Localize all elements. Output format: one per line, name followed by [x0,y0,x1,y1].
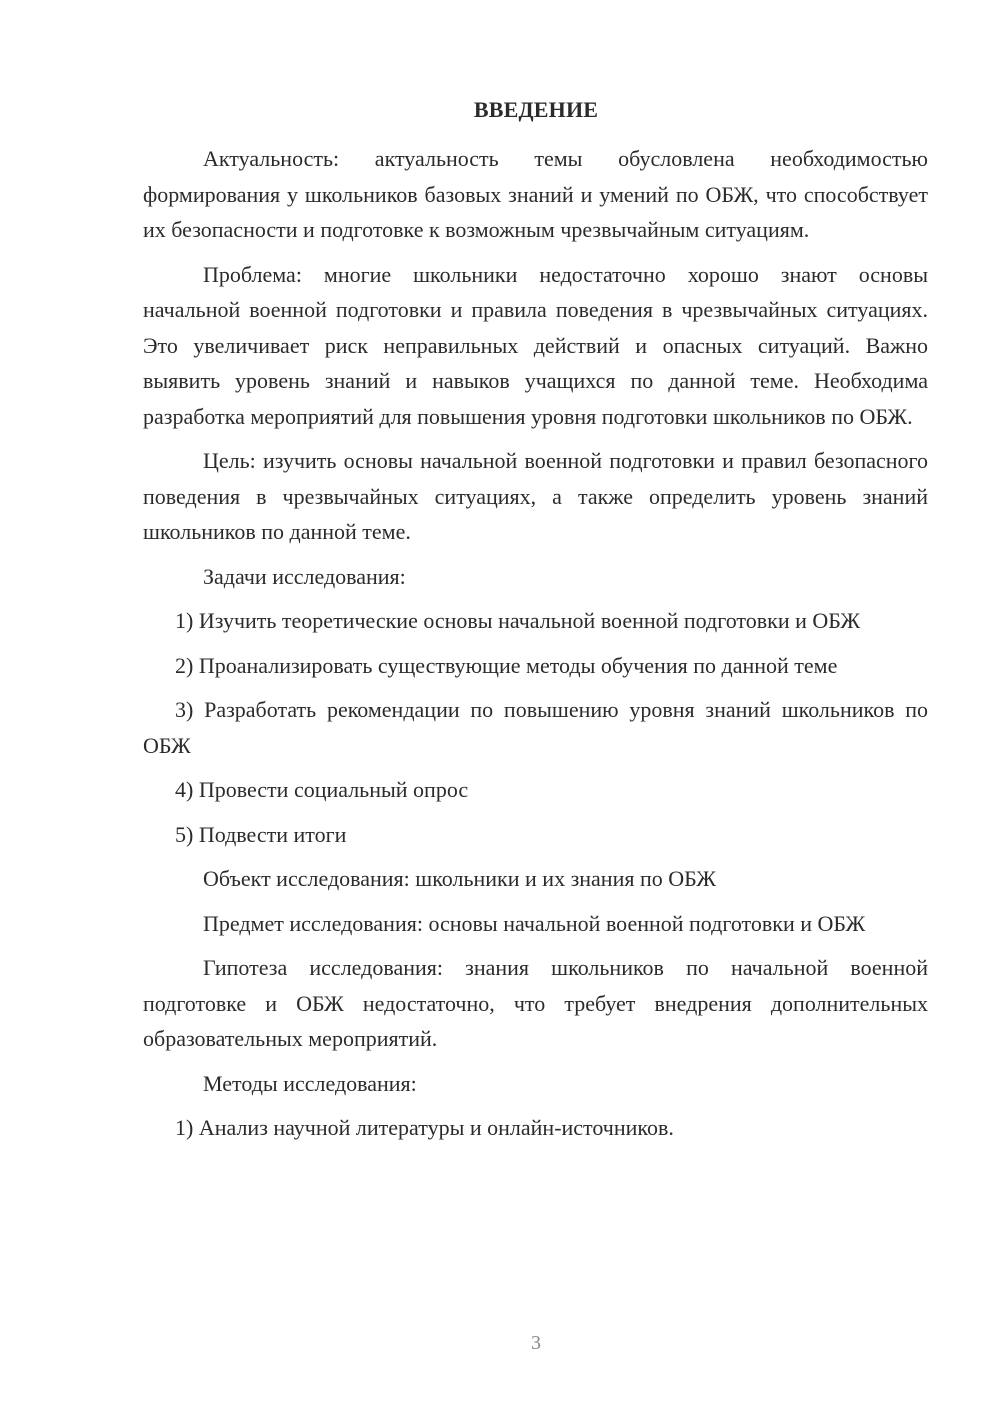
paragraph-problem: Проблема: многие школьники недостаточно хорошо знают основы начальной военной подготовки и правила поведения в чрезвычайных ситуациях. Это увеличивает риск неправильных действий и опасных ситуаций. Важно выявить уровень знаний и навыков учащихся по данной теме. Необходима разработка мероприятий для повышения уровня подготовки школьников по ОБЖ. [143,261,928,429]
task-item-2: 2) Проанализировать существующие методы обучения по данной теме [175,652,838,678]
document-body [143,141,928,1155]
task-item-3: 3) Разработать рекомендации по повышению уровня знаний школьников по ОБЖ [143,697,928,758]
task-item-5: 5) Подвести итоги [175,821,347,847]
paragraph-goal: Цель: изучить основы начальной военной подготовки и правил безопасного поведения в чрезвычайных ситуациях, а также определить уровень знаний школьников по данной теме. [143,448,928,544]
methods-heading: Методы исследования: [203,1070,417,1096]
page-number: 3 [531,1332,541,1354]
method-item-1: 1) Анализ научной литературы и онлайн-источников. [175,1115,674,1140]
task-item-4: 4) Провести социальный опрос [175,777,469,802]
paragraph-hypothesis: Гипотеза исследования: знания школьников по начальной военной подготовке и ОБЖ недостаточно, что требует внедрения дополнительных образовательных мероприятий. [143,955,928,1051]
paragraph-object: Объект исследования: школьники и их знания по ОБЖ [203,866,716,891]
task-item-1: 1) Изучить теоретические основы начальной военной подготовки и ОБЖ [175,608,861,633]
section-title: ВВЕДЕНИЕ [473,97,599,122]
tasks-heading: Задачи исследования: [203,563,406,589]
paragraph-relevance: Актуальность: актуальность темы обусловлена необходимостью формирования у школьников базовых знаний и умений по ОБЖ, что способствует их безопасности и подготовке к возможным чрезвычайным ситуациям. [143,146,928,242]
paragraph-subject: Предмет исследования: основы начальной военной подготовки и ОБЖ [203,910,866,936]
